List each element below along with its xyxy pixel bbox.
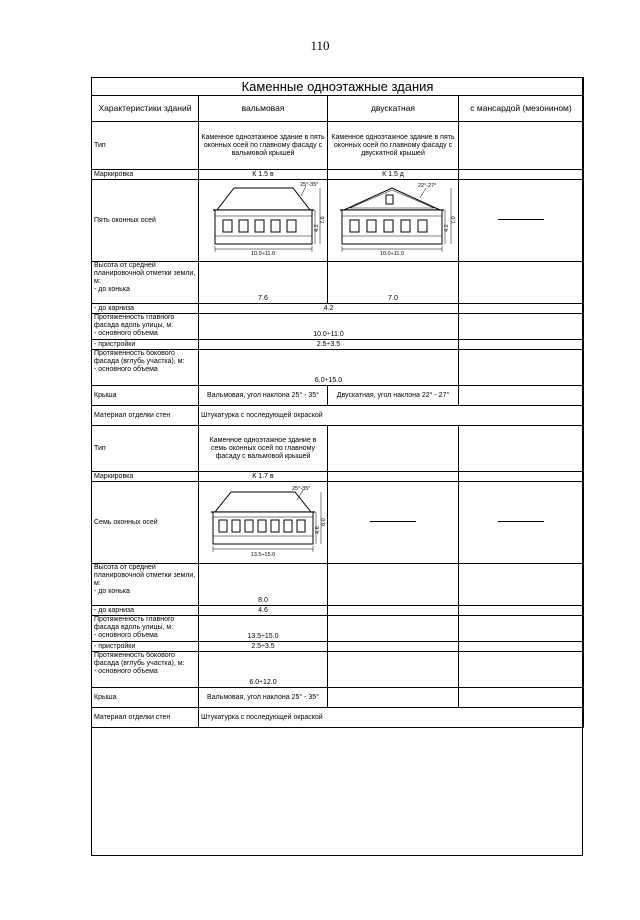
table-row (92, 482, 584, 564)
height-label: Высота от средней планировочной отметки земли, м: (94, 262, 196, 285)
hip-ridge-dim: 7.6 (319, 216, 326, 224)
extension-value: 2.5÷3.5 (199, 340, 459, 350)
side-volume-hip-2: 6.0÷12.0 (199, 652, 328, 688)
eaves-label-2: - до карниза (92, 606, 199, 616)
eaves-hip-2: 4.6 (199, 606, 328, 616)
ridge-gable: 7.0 (328, 262, 459, 304)
header-hip: вальмовая (199, 96, 328, 122)
hip2-angle-label: 25°-35° (291, 486, 310, 492)
material-value-2: Штукатурка с последующей окраской (199, 708, 584, 728)
header-mansard: с мансардой (мезонином) (459, 96, 584, 122)
row-label-marking: Маркировка (92, 170, 199, 180)
gable-roof-house-drawing (330, 180, 457, 258)
row-label-type-2: Тип (92, 426, 199, 472)
row-label-height (92, 262, 199, 304)
roof-gable: Двускатная, угол наклона 22° - 27° (328, 386, 459, 406)
mansard-placeholder-2 (459, 482, 584, 564)
roof-label: Крыша (92, 386, 199, 406)
eaves-value: 4.2 (199, 304, 459, 314)
hip-roof-house-7-drawing (201, 482, 326, 560)
table-title-row (92, 78, 584, 96)
table-row (92, 262, 584, 304)
page-number: 110 (310, 38, 330, 53)
table-row (92, 350, 584, 386)
height-label-2: Высота от средней планировочной отметки земли, м: (94, 564, 196, 587)
mansard-placeholder (459, 180, 584, 262)
drawing-cell-hip-2 (199, 482, 328, 564)
ridge-hip: 7.6 (199, 262, 328, 304)
table-row (92, 564, 584, 606)
type-hip: Каменное одноэтажное здание в пять оконных осей по главному фасаду с вальмовой крышей (199, 122, 328, 170)
header-gable: двускатная (328, 96, 459, 122)
extension-hip-2: 2.5÷3.5 (199, 642, 328, 652)
header-row (92, 96, 584, 122)
header-characteristics: Характеристики зданий (92, 96, 199, 122)
table-row (92, 688, 584, 708)
table-title: Каменные одноэтажные здания (92, 78, 584, 96)
main-length-label-2: Протяженность главного фасада вдоль улицы, м: (94, 616, 175, 631)
main-volume-value: 10.0÷11.0 (199, 314, 459, 340)
table-row (92, 170, 584, 180)
extension-label-2: - пристройки (92, 642, 199, 652)
table-row (92, 304, 584, 314)
marking-gable: К 1.5 д (328, 170, 459, 180)
table-row (92, 386, 584, 406)
hip-eaves-dim: 4.2 (313, 224, 320, 232)
main-volume-hip-2: 13.5÷15.0 (199, 616, 328, 642)
type-gable: Каменное одноэтажное здание в пять оконных осей по главному фасаду с двускатной крышей (328, 122, 459, 170)
side-length-label: Протяженность бокового фасада (вглубь участка), м: (94, 350, 185, 365)
table-row (92, 406, 584, 426)
gable-width-dim: 10.0÷11.0 (379, 251, 404, 257)
buildings-table (91, 77, 584, 728)
hip-roof-house-drawing (201, 180, 326, 258)
table-row (92, 652, 584, 688)
hip2-eaves-dim: 4.6 (314, 526, 321, 534)
table-row (92, 642, 584, 652)
marking-hip: К 1.5 в (199, 170, 328, 180)
side-volume-label: - основного объема (94, 366, 158, 373)
side-volume-label-2: - основного объема (94, 668, 158, 675)
main-length-label: Протяженность главного фасада вдоль улицы, м: (94, 314, 175, 329)
marking-hip-2: К 1.7 в (199, 472, 328, 482)
hip2-width-dim: 13.5÷15.0 (250, 552, 275, 558)
row-label-main-length-2 (92, 616, 199, 642)
gable-ridge-dim: 7.0 (450, 216, 457, 224)
material-value: Штукатурка с последующей окраской (199, 406, 584, 426)
row-label-axes: Пять оконных осей (92, 180, 199, 262)
gable-eaves-dim: 4.2 (443, 224, 450, 232)
table-row (92, 472, 584, 482)
ridge-label: - до конька (94, 286, 130, 293)
roof-label-2: Крыша (92, 688, 199, 708)
row-label-type: Тип (92, 122, 199, 170)
row-label-marking-2: Маркировка (92, 472, 199, 482)
gable-placeholder-2 (328, 482, 459, 564)
row-label-side-length (92, 350, 199, 386)
material-label-2: Материал отделки стен (92, 708, 199, 728)
roof-hip-2: Вальмовая, угол наклона 25° - 35° (199, 688, 328, 708)
hip-angle-label: 25°-35° (299, 182, 318, 188)
side-length-label-2: Протяженность бокового фасада (вглубь участка), м: (94, 652, 185, 667)
eaves-label: - до карниза (92, 304, 199, 314)
table-row (92, 122, 584, 170)
row-label-height-2 (92, 564, 199, 606)
row-label-side-length-2 (92, 652, 199, 688)
material-label: Материал отделки стен (92, 406, 199, 426)
drawing-cell-hip (199, 180, 328, 262)
main-volume-label: - основного объема (94, 330, 158, 337)
ridge-hip-2: 8.0 (199, 564, 328, 606)
table-row (92, 606, 584, 616)
type-hip-2: Каменное одноэтажное здание в семь оконных осей по главному фасаду с вальмовой крышей (199, 426, 328, 472)
row-label-axes-2: Семь оконных осей (92, 482, 199, 564)
table-row (92, 314, 584, 340)
roof-hip: Вальмовая, угол наклона 25° - 35° (199, 386, 328, 406)
side-volume-value: 6.0÷15.0 (199, 350, 459, 386)
row-label-main-length (92, 314, 199, 340)
table-row (92, 616, 584, 642)
main-volume-label-2: - основного объема (94, 632, 158, 639)
extension-label: - пристройки (92, 340, 199, 350)
gable-angle-label: 22°-27° (417, 183, 436, 189)
table-row (92, 340, 584, 350)
ridge-label-2: - до конька (94, 588, 130, 595)
hip2-ridge-dim: 8.0 (320, 518, 327, 526)
table-row (92, 426, 584, 472)
hip-width-dim: 10.0÷11.0 (250, 251, 275, 257)
drawing-cell-gable (328, 180, 459, 262)
table-row (92, 708, 584, 728)
table-row (92, 180, 584, 262)
